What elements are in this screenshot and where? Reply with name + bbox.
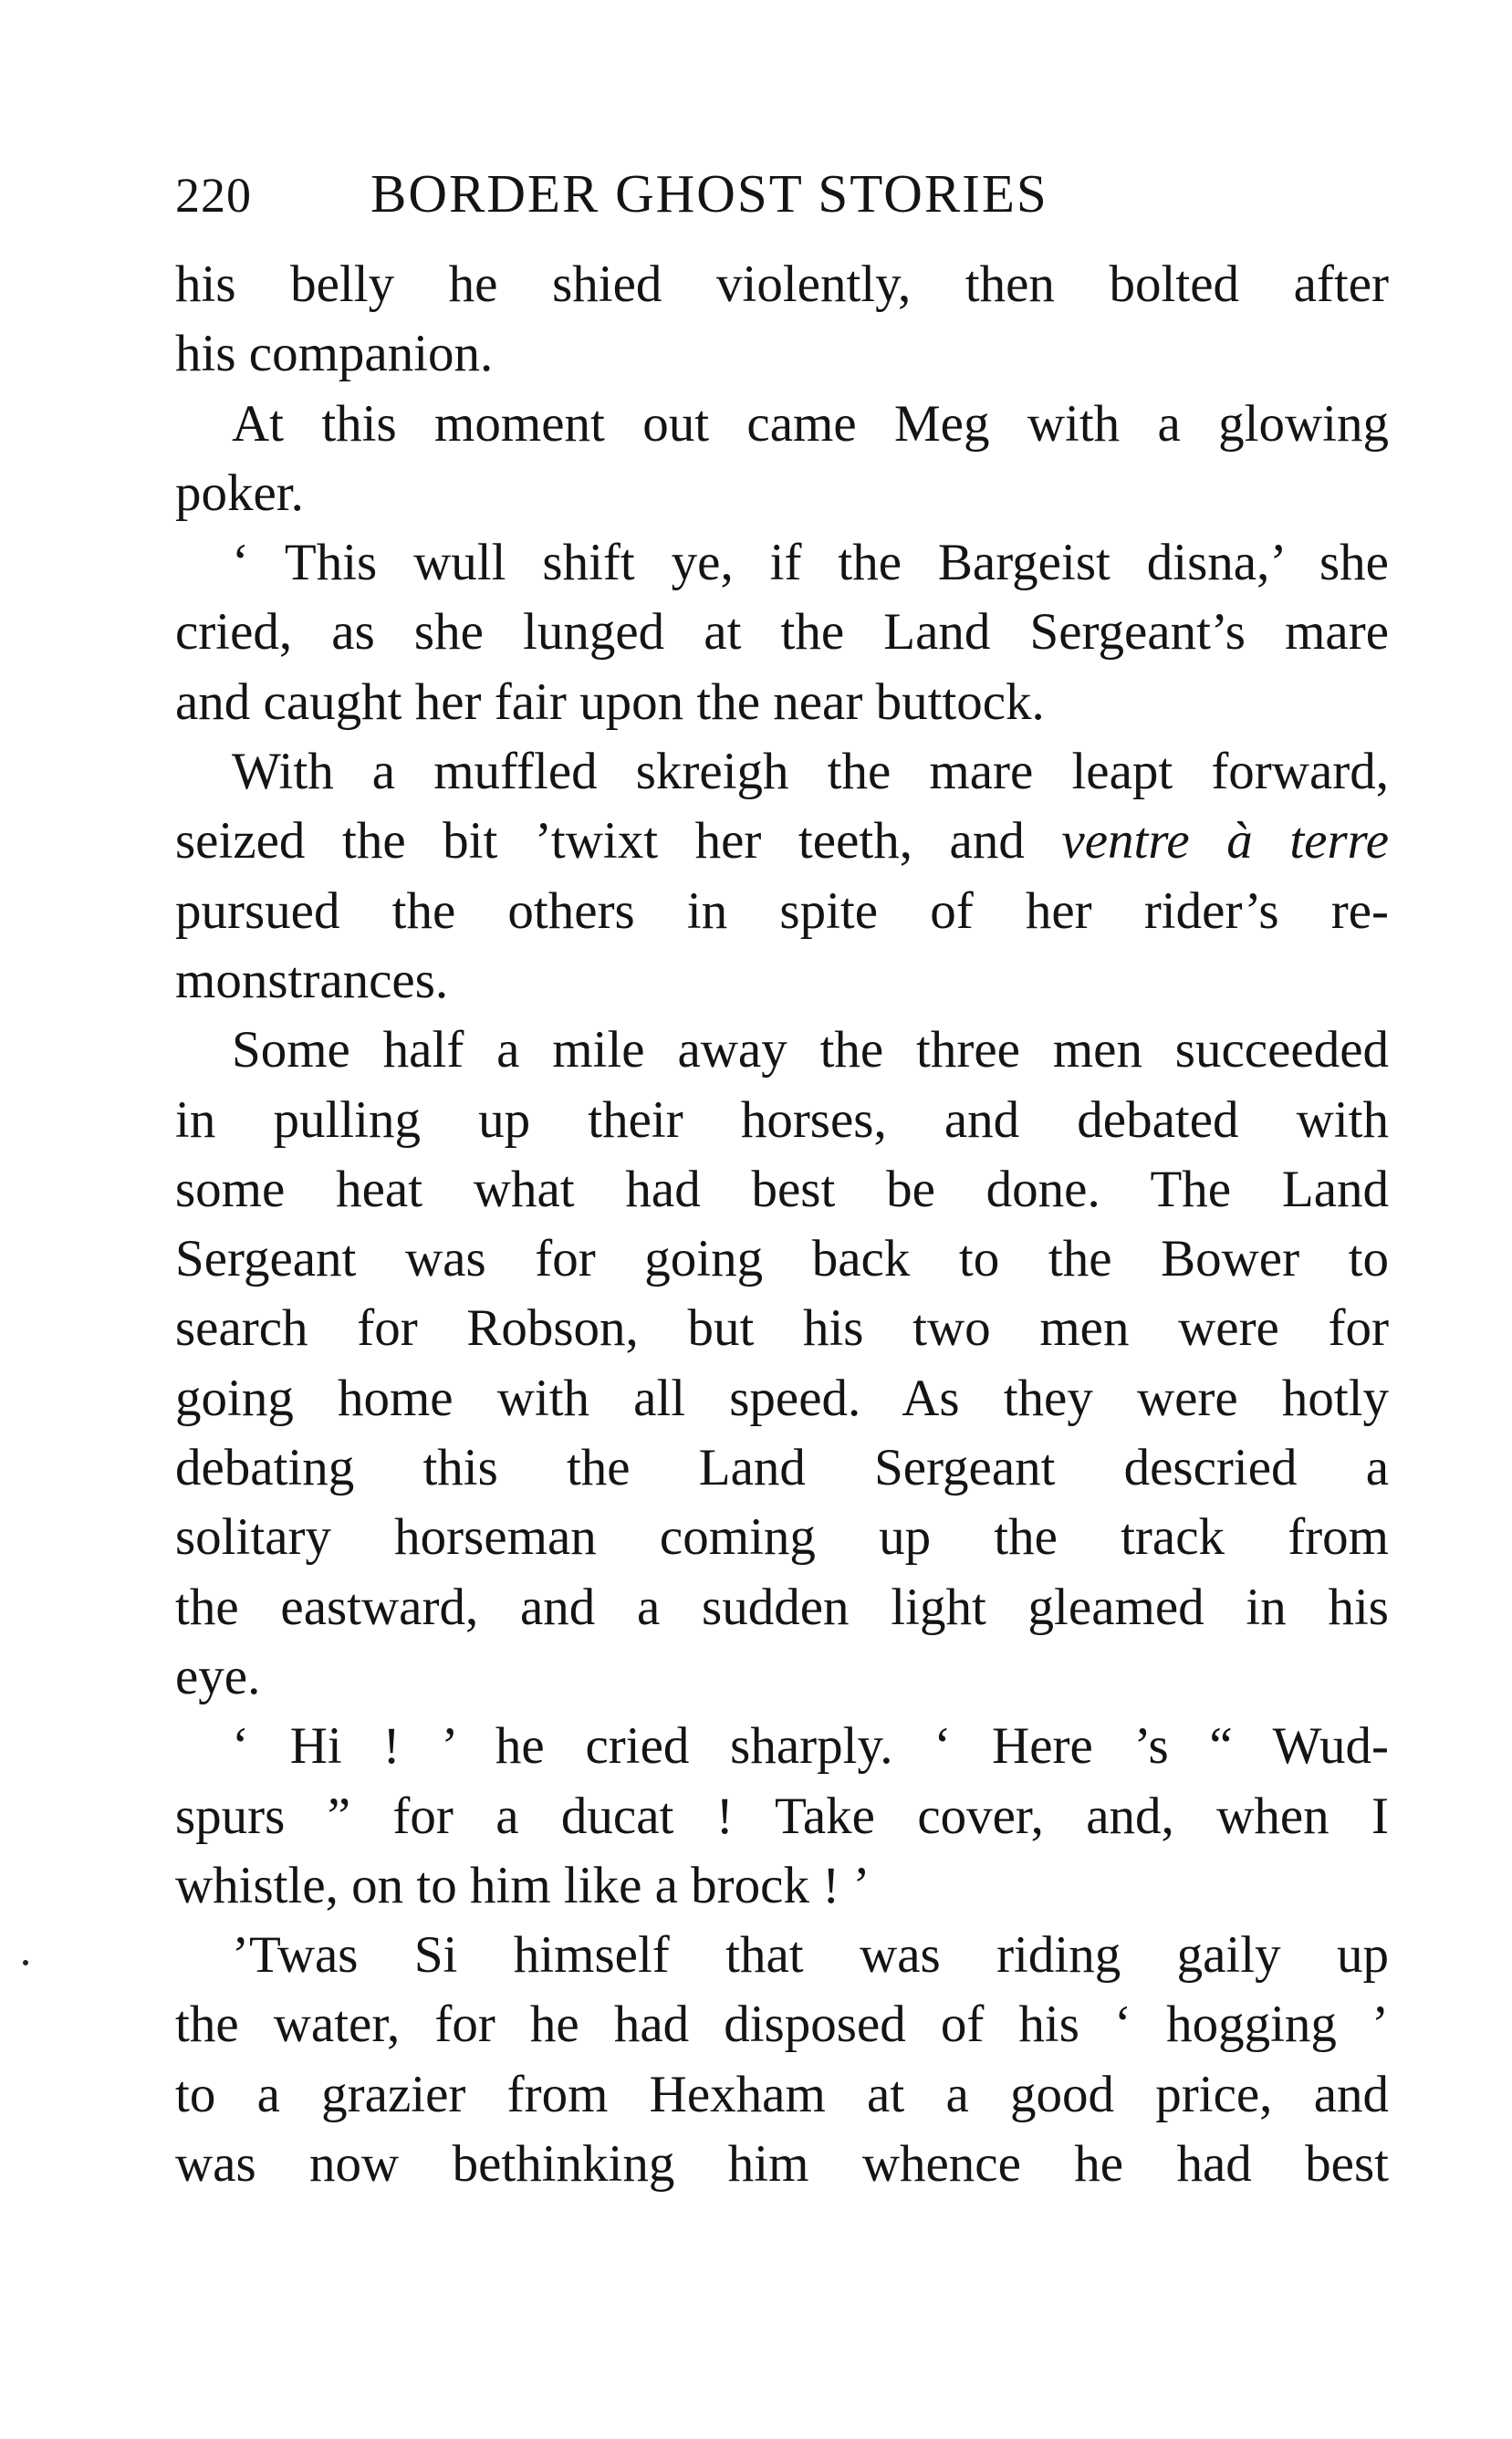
running-head bbox=[175, 157, 1389, 232]
text-line-content: ’Twas Si himself that was riding gaily up bbox=[232, 1926, 1389, 1985]
text-line-content: some heat what had best be done. The Land bbox=[175, 1160, 1389, 1218]
text-line bbox=[175, 668, 1389, 737]
text-line-content: the water, for he had disposed of his ‘ hogging ’ bbox=[175, 1996, 1389, 2054]
text-line-content: his companion. bbox=[175, 325, 494, 383]
running-title: BORDER GHOST STORIES bbox=[370, 163, 1048, 224]
text-line-content: cried, as she lunged at the Land Sergeant’s mare bbox=[175, 603, 1389, 662]
text-line-content: ‘ Hi ! ’ he cried sharply. ‘ Here ’s “ Wud- bbox=[232, 1717, 1389, 1776]
text-line bbox=[175, 1294, 1389, 1363]
text-line-content: and caught her fair upon the near buttock. bbox=[175, 672, 1045, 731]
text-line bbox=[175, 528, 1389, 598]
text-line bbox=[175, 877, 1389, 946]
text-line-content: debating this the Land Sergeant descried a bbox=[175, 1439, 1389, 1497]
text-line-content: was now bethinking him whence he had best bbox=[175, 2135, 1389, 2194]
margin-mark bbox=[23, 1960, 28, 1965]
text-line bbox=[175, 2130, 1389, 2199]
page-number: 220 bbox=[175, 168, 252, 223]
book-page bbox=[175, 157, 1389, 2199]
text-line bbox=[175, 459, 1389, 528]
text-line-content: search for Robson, but his two men were for bbox=[175, 1299, 1389, 1358]
text-line bbox=[175, 1573, 1389, 1642]
text-line-content: ‘ This wull shift ye, if the Bargeist disna,’ she bbox=[232, 534, 1389, 592]
text-line-content: spurs ” for a ducat ! Take cover, and, when I bbox=[175, 1787, 1389, 1845]
text-line bbox=[175, 1921, 1389, 1990]
body-text bbox=[175, 250, 1389, 2199]
text-line-content: With a muffled skreigh the mare leapt forward, bbox=[232, 743, 1389, 801]
text-line-content: his belly he shied violently, then bolted after bbox=[175, 255, 1389, 313]
text-line bbox=[175, 1990, 1389, 2059]
text-line bbox=[175, 946, 1389, 1016]
text-line bbox=[175, 1086, 1389, 1155]
text-line bbox=[175, 1503, 1389, 1572]
text-line-content: At this moment out came Meg with a glowing bbox=[232, 394, 1389, 453]
text-line bbox=[175, 1712, 1389, 1781]
text-line-content: going home with all speed. As they were hotly bbox=[175, 1369, 1389, 1427]
text-line bbox=[175, 390, 1389, 459]
text-line-content: the eastward, and a sudden light gleamed in his bbox=[175, 1578, 1389, 1636]
text-line bbox=[175, 1016, 1389, 1085]
text-line bbox=[175, 807, 1389, 876]
text-line bbox=[175, 250, 1389, 319]
text-line-content: whistle, on to him like a brock ! ’ bbox=[175, 1856, 871, 1914]
text-line bbox=[175, 319, 1389, 389]
text-line-content: monstrances. bbox=[175, 951, 449, 1009]
text-line bbox=[175, 1364, 1389, 1433]
italic-phrase: ventre à terre bbox=[1061, 812, 1389, 870]
text-line bbox=[175, 1433, 1389, 1503]
text-line-content: seized the bit ’twixt her teeth, and bbox=[175, 812, 1062, 870]
text-line bbox=[175, 1782, 1389, 1851]
text-line bbox=[175, 1642, 1389, 1712]
text-line-content: Some half a mile away the three men succeeded bbox=[232, 1021, 1389, 1079]
text-line-content: pursued the others in spite of her rider’s re- bbox=[175, 881, 1389, 940]
text-line bbox=[175, 2060, 1389, 2130]
text-line-content: poker. bbox=[175, 464, 304, 522]
text-line bbox=[175, 598, 1389, 667]
text-line bbox=[175, 1155, 1389, 1225]
text-line bbox=[175, 1851, 1389, 1921]
text-line-content: in pulling up their horses, and debated with bbox=[175, 1090, 1389, 1149]
text-line bbox=[175, 1225, 1389, 1294]
text-line bbox=[175, 737, 1389, 807]
text-line-content: Sergeant was for going back to the Bower to bbox=[175, 1230, 1389, 1288]
text-line-content: eye. bbox=[175, 1647, 261, 1705]
text-line-content: solitary horseman coming up the track from bbox=[175, 1508, 1389, 1567]
text-line-content: to a grazier from Hexham at a good price, and bbox=[175, 2065, 1389, 2123]
